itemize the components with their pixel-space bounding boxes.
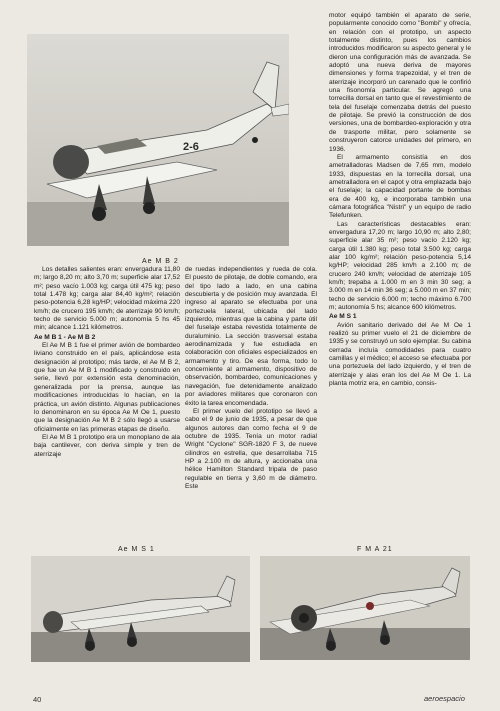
aircraft-marking: 2-6 <box>183 141 199 153</box>
middle-paragraph: El primer vuelo del prototipo se llevó a cabo el 9 de junio de 1935, a pesar de que algunos autores dan como fecha el 9 de octubre de 1935. Tenía un motor radial Wright "Cyclone" SGR-1820 F 3, de nueve cilindros en estrella, que desarrollaba 715 HP a 2.100 m de altura, y accionaba una hélice Hamilton Standard tripala de paso regulable en tierra y 3,60 m de diámetro. Este <box>185 407 317 490</box>
column-right <box>329 12 471 637</box>
caption-bottom-left: Ae M S 1 <box>118 546 155 553</box>
ae-ms1-aircraft-image <box>31 556 250 662</box>
page-number: 40 <box>33 695 42 704</box>
left-paragraph: El Ae M B 1 fue el primer avión de bombardeo liviano construido en el país, aplicándose esta designación al prototipo; más tarde, el Ae M B 2, que fue un Ae M B 1 modificado y construido en serie, llevó por extensión esta denominación, generalizada por la prensa, aunque las modificaciones introducidas lo hacían, en la práctica, un avión distinto. Algunas publicaciones lo denominaron en su época Ae M Oe 1, puesto que la designación Ae M B 2 sólo llegó a usarse oficialmente en las primeras etapas de diseño. <box>34 342 180 433</box>
middle-paragraph: de ruedas independientes y rueda de cola. El puesto de pilotaje, de doble comando, era del tipo lado a lado, en una cabina descubierta y de posición muy avanzada. El ingreso al aparato se efectuaba por una portezuela lateral, ubicada del lado izquierdo, mientras que la cabina y parte útil del fuselaje estaba revestida totalmente de duraluminio. La sección trasversal estaba aerodinamizada y fue estudiada en colaboración con oficiales especializados en armamento y tiro. De esa forma, todo lo concerniente al armamento, dispositivo de observación, bombardeo, comunicaciones y navegación, fue detenidamente analizado por aviadores militares que coronaron con éxito la tarea encomendada. <box>185 266 317 407</box>
photo-ae-mb2 <box>27 34 289 246</box>
caption-top: Ae M B 2 <box>142 258 179 265</box>
publication-name: aeroespacio <box>424 694 465 703</box>
right-paragraph: El armamento consistía en dos ametralladoras Madsen de 7,65 mm, modelo 1933, dispuestas en la torrecilla dorsal, una ametralladora en el capot y otra emplazada bajo el fuselaje; la capacidad portante de bombas era de 400 kg, e incorporaba también una cámara fotográfica "Nistri" y un equipo de radio Telefunken. <box>329 153 471 220</box>
section-heading: Ae M S 1 <box>329 313 357 321</box>
fma21-aircraft-image <box>260 556 470 660</box>
right-paragraph: motor equipó también el aparato de serie, popularmente conocido como "Bombi" y ofrecía, en relación con el prototipo, un aspecto totalmente distinto, pues los cambios introducidos modificaron su aspecto general y le dieron una configuración más de avanzada. Se adoptó una nueva deriva de mayores dimensiones y forma trapezoidal, y el tren de aterrizaje incorporó un carenado que le confirió una fisonomía particular. Se agregó una torrecilla dorsal en tanto que el revestimiento de tela del fuselaje comenzaba detrás del puesto de pilotaje. Se previó la construcción de dos versiones, una de bombardeo-exploración y otra de trasporte militar, pero solamente se construyeron catorce unidades del primero, en 1936. <box>329 12 471 153</box>
section-heading: Ae M B 1 - Ae M B 2 <box>34 333 96 341</box>
photo-fma21 <box>260 556 470 660</box>
right-paragraph: Avión sanitario derivado del Ae M Oe 1 realizó su primer vuelo el 21 de diciembre de 1935 y se construyó un solo ejemplar. Su cabina cerrada incluía comodidades para cuatro camillas y el médico; el acceso se efectuaba por una portezuela del lado izquierdo, y el tren de aterrizaje y alas eran los del Ae M Oe 1. La planta motriz era, en cambio, consis- <box>329 321 471 388</box>
left-paragraph: Los detalles salientes eran: envergadura 11,80 m; largo 8,20 m; alto 3,70 m; superficie alar 17,52 m²; peso vacío 1.003 kg; carga útil 475 kg; peso total 1.478 kg; carga alar 84,40 kg/m²; relación peso-potencia 6,28 kg/HP; velocidad máxima 220 km/h; de crucero 195 km/h; de aterrizaje 90 km/h; techo de servicio 5.000 m; autonomía 5 hs 45 min; alcance 1.121 kilómetros. <box>34 266 180 332</box>
photo-ae-ms1 <box>31 556 250 662</box>
caption-bottom-right: F M A 21 <box>357 546 393 553</box>
left-paragraph: El Ae M B 1 prototipo era un monoplano de ala baja cantilever, con deriva simple y tren de aterrizaje <box>34 433 180 458</box>
ae-mb2-aircraft-image <box>27 34 289 246</box>
right-paragraph: Las características destacables eran: envergadura 17,20 m; largo 10,90 m; alto 2,80; superficie alar 35 m²; peso vacío 2.120 kg; carga útil 1.380 kg; peso total 3.500 kg; carga alar 100 kg/m²; relación peso-potencia 5,14 kg/HP; velocidad 285 km/h a 2.100 m; de crucero 240 km/h; velocidad de aterrizaje 105 km/h; trepaba a 1.000 m en 3 min 30 seg; a 3.000 m en 14 min 36 seg; a 5.000 m en 37 min; techo de servicio 6.000 m; techo máximo 6.700 m; autonomía 5 hs; alcance 600 kilómetros. <box>329 220 471 312</box>
